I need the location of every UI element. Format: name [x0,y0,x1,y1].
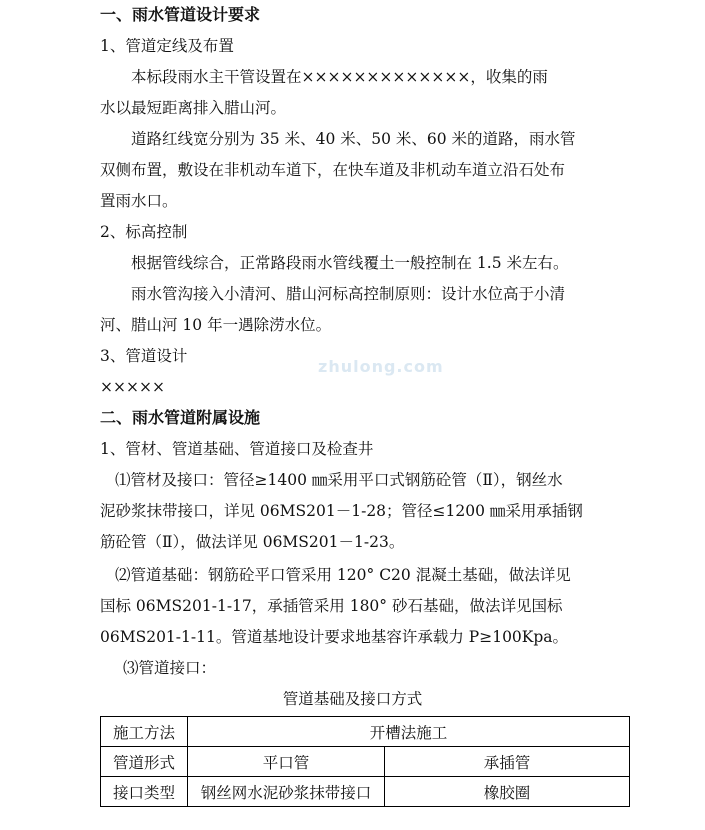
paragraph-line: ××××× [100,378,165,396]
table-cell: 施工方法 [101,717,188,747]
paragraph-line: ⑶管道接口： [123,659,217,677]
table-cell: 接口类型 [101,777,188,807]
watermark: zhulong.com [318,357,444,376]
table-cell: 钢丝网水泥砂浆抹带接口 [188,777,385,807]
table-cell: 平口管 [188,747,385,777]
paragraph-line: 06MS201-1-11。管道基地设计要求地基容许承载力 P≥100Kpa。 [100,628,569,646]
section-heading-2: 二、雨水管道附属设施 [100,408,261,427]
paragraph-line: 河、腊山河 10 年一遇除涝水位。 [100,316,332,334]
table-caption: 管道基础及接口方式 [282,690,423,708]
paragraph-line: 筋砼管（Ⅱ），做法详见 06MS201－1-23。 [100,533,405,551]
table-cell: 管道形式 [101,747,188,777]
subheading-1-3: 3、管道设计 [100,347,188,365]
subheading-1-2: 2、标高控制 [100,223,188,241]
subheading-1-1: 1、管道定线及布置 [100,37,234,55]
table-cell: 承插管 [385,747,630,777]
paragraph-line: 双侧布置，敷设在非机动车道下，在快车道及非机动车道立沿石处布 [100,161,566,179]
pipe-joint-table [100,716,630,807]
paragraph-line: 置雨水口。 [100,192,178,210]
table-row [101,717,630,747]
table-row [101,747,630,777]
paragraph-line: 本标段雨水主干管设置在×××××××××××××，收集的雨 [131,68,548,86]
paragraph-line: 国标 06MS201-1-17，承插管采用 180° 砂石基础，做法详见国标 [100,597,563,615]
paragraph-line: 根据管线综合，正常路段雨水管线覆土一般控制在 1.5 米左右。 [131,254,569,272]
table-row [101,777,630,807]
paragraph-line: 道路红线宽分别为 35 米、40 米、50 米、60 米的道路，雨水管 [131,130,576,148]
paragraph-line: 泥砂浆抹带接口，详见 06MS201－1-28；管径≤1200 ㎜采用承插钢 [100,502,583,520]
paragraph-line: ⑵管道基础：钢筋砼平口管采用 120° C20 混凝土基础，做法详见 [115,566,571,584]
table-cell: 开槽法施工 [188,717,630,747]
section-heading-1: 一、雨水管道设计要求 [100,5,261,24]
paragraph-line: 雨水管沟接入小清河、腊山河标高控制原则：设计水位高于小清 [131,285,566,303]
paragraph-line: ⑴管材及接口：管径≥1400 ㎜采用平口式钢筋砼管（Ⅱ），钢丝水 [115,471,563,489]
table-cell: 橡胶圈 [385,777,630,807]
subheading-2-1: 1、管材、管道基础、管道接口及检查井 [100,440,374,458]
paragraph-line: 水以最短距离排入腊山河。 [100,99,287,117]
